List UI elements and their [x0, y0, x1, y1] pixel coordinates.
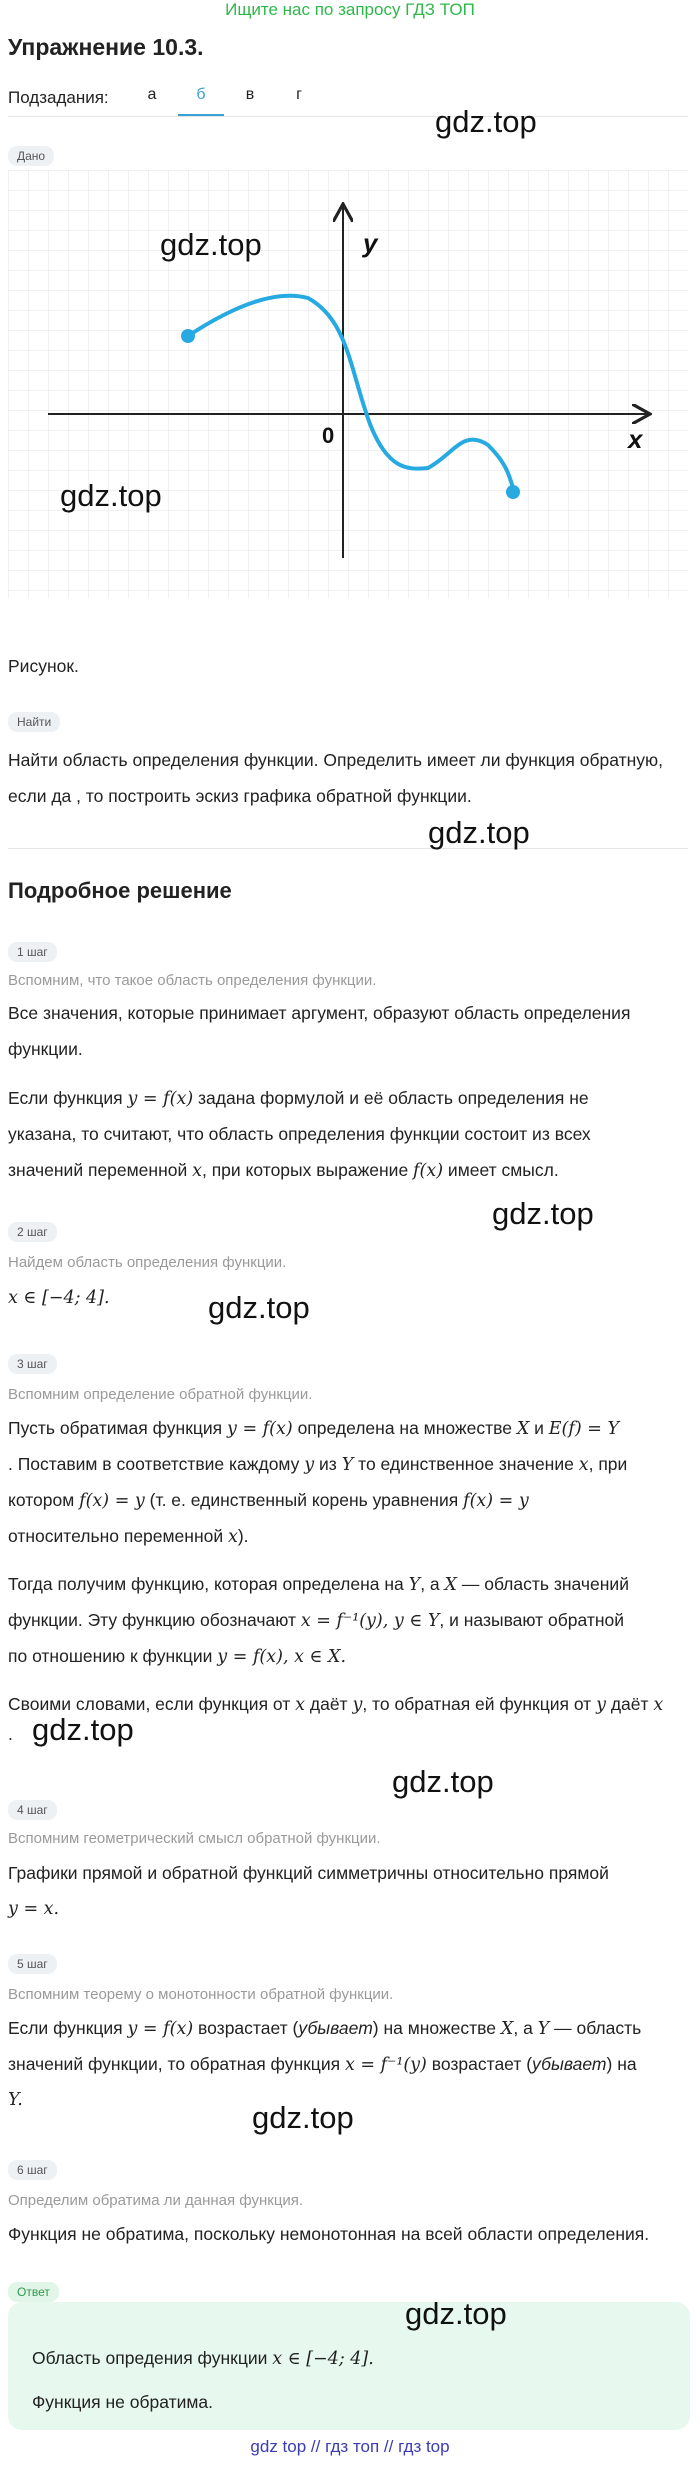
formula: y = f(x) — [127, 1089, 194, 1109]
text-fragment: возрастает ( — [426, 2054, 533, 2074]
step-chip-4: 4 шаг — [8, 1800, 57, 1820]
text-fragment: , а — [513, 2018, 538, 2038]
watermark: gdz.top — [208, 1290, 310, 1325]
formula: x — [192, 1161, 202, 1181]
formula: X — [516, 1419, 530, 1439]
origin-label: 0 — [322, 423, 335, 448]
text-fragment: возрастает ( — [193, 2018, 299, 2038]
footer-links[interactable]: gdz top // гдз топ // гдз top — [250, 2437, 450, 2456]
tabs-divider — [8, 116, 688, 117]
step4-text: Графики прямой и обратной функций симметричны относительно прямой — [8, 1863, 609, 1883]
text-fragment: — область значений — [456, 1574, 629, 1594]
formula: x = f⁻¹(y), y ∈ Y — [300, 1611, 440, 1631]
watermark: gdz.top — [405, 2296, 507, 2331]
formula: y — [352, 1695, 363, 1715]
text-fragment: , а — [420, 1574, 445, 1594]
text-fragment: по отношению к функции — [8, 1646, 218, 1666]
formula: Y — [341, 1455, 354, 1475]
step3-paragraph — [8, 1518, 688, 1555]
curve-start-point — [181, 329, 195, 343]
text-fragment: , то обратная ей функция от — [362, 1694, 597, 1714]
step1-paragraph — [8, 1080, 688, 1117]
text-fragment: Если функция — [8, 2018, 128, 2038]
text-fragment: ). — [237, 1526, 249, 1546]
given-chip: Дано — [8, 146, 54, 166]
tab-v[interactable]: в — [245, 86, 255, 103]
answer-paragraph — [32, 2340, 672, 2377]
text-fragment: значений функции, то обратная функция — [8, 2054, 345, 2074]
formula: y = f(x) — [127, 2019, 194, 2039]
step-hint-1: Вспомним, что такое область определения функции. — [8, 972, 377, 989]
step5-paragraph — [8, 2046, 688, 2083]
step5-formula: Y. — [8, 2090, 23, 2110]
text-fragment: даёт — [305, 1694, 353, 1714]
formula: x — [653, 1695, 664, 1715]
solution-header: Подробное решение — [8, 878, 232, 903]
domain-formula: x ∈ [−4; 4]. — [8, 1288, 110, 1308]
step-hint-5: Вспомним теорему о монотонности обратной функции. — [8, 1986, 394, 2003]
text-fragment: относительно переменной — [8, 1526, 228, 1546]
text-fragment: (т. е. единственный корень уравнения — [144, 1490, 464, 1510]
step3-paragraph — [8, 1638, 688, 1675]
y-axis-label: y — [363, 228, 378, 258]
text-fragment: функции. Эту функцию обозначают — [8, 1610, 301, 1630]
formula: f(x) = y — [463, 1491, 529, 1511]
formula: x = f⁻¹(y) — [344, 2055, 427, 2075]
text-fragment: , и называют обратной — [439, 1610, 625, 1630]
search-banner[interactable]: Ищите нас по запросу ГДЗ ТОП — [225, 0, 475, 19]
figure-caption: Рисунок. — [8, 656, 79, 676]
find-text-line1: Найти область определения функции. Определить имеет ли функция обратную, — [8, 750, 663, 770]
formula: E(f) = Y — [548, 1419, 620, 1439]
text-fragment: даёт — [605, 1694, 654, 1714]
step1-text: Все значения, которые принимает аргумент, образуют область определения — [8, 1003, 631, 1023]
curve-end-point — [506, 485, 520, 499]
text-fragment: и — [529, 1418, 549, 1438]
formula: Y — [408, 1575, 421, 1595]
watermark: gdz.top — [60, 478, 162, 513]
formula: x — [295, 1695, 306, 1715]
text-fragment: Своими словами, если функция от — [8, 1694, 296, 1714]
watermark: gdz.top — [492, 1196, 594, 1231]
formula: y = f(x) — [227, 1419, 293, 1439]
step-hint-4: Вспомним геометрический смысл обратной функции. — [8, 1830, 381, 1847]
find-text-line2: если да , то построить эскиз графика обратной функции. — [8, 786, 472, 806]
step3-paragraph — [8, 1602, 688, 1639]
step3-paragraph — [8, 1566, 688, 1603]
text-fragment: Область опредения функции — [32, 2348, 273, 2368]
formula: x ∈ [−4; 4]. — [272, 2349, 374, 2369]
formula: x — [578, 1455, 589, 1475]
step3-paragraph — [8, 1482, 688, 1519]
formula: y = f(x), x ∈ X. — [217, 1647, 347, 1667]
answer-text: Функция не обратима. — [32, 2392, 214, 2412]
tab-g[interactable]: г — [296, 86, 302, 103]
watermark: gdz.top — [160, 227, 262, 262]
step-chip-5: 5 шаг — [8, 1954, 57, 1974]
subtasks-label: Подзадания: — [8, 88, 109, 107]
text-fragment: котором — [8, 1490, 80, 1510]
function-graph — [8, 170, 688, 598]
formula: x — [227, 1527, 238, 1547]
text-fragment: убывает — [298, 2018, 373, 2038]
step6-text: Функция не обратима, поскольку немонотонная на всей области определения. — [8, 2224, 650, 2244]
step-chip-2: 2 шаг — [8, 1222, 57, 1242]
text-fragment: из — [314, 1454, 342, 1474]
formula: X — [500, 2019, 514, 2039]
step-hint-2: Найдем область определения функции. — [8, 1254, 287, 1271]
formula: X — [444, 1575, 457, 1595]
section-divider — [8, 848, 688, 849]
watermark: gdz.top — [32, 1712, 134, 1747]
step-chip-1: 1 шаг — [8, 942, 57, 962]
step3-paragraph — [8, 1446, 688, 1483]
step3-text: . — [8, 1724, 13, 1744]
text-fragment: ) на множестве — [372, 2018, 501, 2038]
formula: Y — [537, 2019, 550, 2039]
watermark: gdz.top — [252, 2100, 354, 2135]
page-title: Упражнение 10.3. — [8, 34, 204, 60]
text-fragment: определена на множестве — [292, 1418, 517, 1438]
formula: f(x) = y — [79, 1491, 145, 1511]
text-fragment: значений переменной — [8, 1160, 193, 1180]
step5-paragraph — [8, 2010, 688, 2047]
text-fragment: , при — [588, 1454, 628, 1474]
answer-chip: Ответ — [8, 2282, 59, 2302]
watermark: gdz.top — [428, 815, 530, 850]
step-hint-6: Определим обратима ли данная функция. — [8, 2192, 304, 2209]
step1-text: функции. — [8, 1039, 83, 1059]
text-fragment: задана формулой и её область определения не — [193, 1088, 589, 1108]
text-fragment: — область — [549, 2018, 642, 2038]
text-fragment: убывает — [532, 2054, 607, 2074]
find-chip: Найти — [8, 712, 60, 732]
line-formula: y = x. — [8, 1899, 60, 1919]
text-fragment: Если функция — [8, 1088, 128, 1108]
step3-paragraph — [8, 1410, 688, 1447]
formula: y — [304, 1455, 315, 1475]
text-fragment: , при которых выражение — [201, 1160, 414, 1180]
text-fragment: то единственное значение — [353, 1454, 579, 1474]
tab-a[interactable]: а — [147, 86, 157, 103]
text-fragment: Тогда получим функцию, которая определена на — [8, 1574, 409, 1594]
step-chip-3: 3 шаг — [8, 1354, 57, 1374]
watermark: gdz.top — [392, 1764, 494, 1799]
text-fragment: . Поставим в соответствие каждому — [8, 1454, 305, 1474]
step-chip-6: 6 шаг — [8, 2160, 57, 2180]
formula: y — [596, 1695, 606, 1715]
step-hint-3: Вспомним определение обратной функции. — [8, 1386, 313, 1403]
text-fragment: ) на — [606, 2054, 637, 2074]
text-fragment: имеет смысл. — [443, 1160, 559, 1180]
step1-paragraph — [8, 1152, 688, 1189]
graph-grid — [8, 170, 688, 598]
formula: f(x) — [413, 1161, 444, 1181]
tab-b[interactable]: б — [178, 86, 224, 116]
step1-text: указана, то считают, что область определения функции состоит из всех — [8, 1124, 591, 1144]
x-axis-label: x — [628, 424, 643, 454]
text-fragment: Пусть обратимая функция — [8, 1418, 228, 1438]
watermark: gdz.top — [435, 104, 537, 139]
